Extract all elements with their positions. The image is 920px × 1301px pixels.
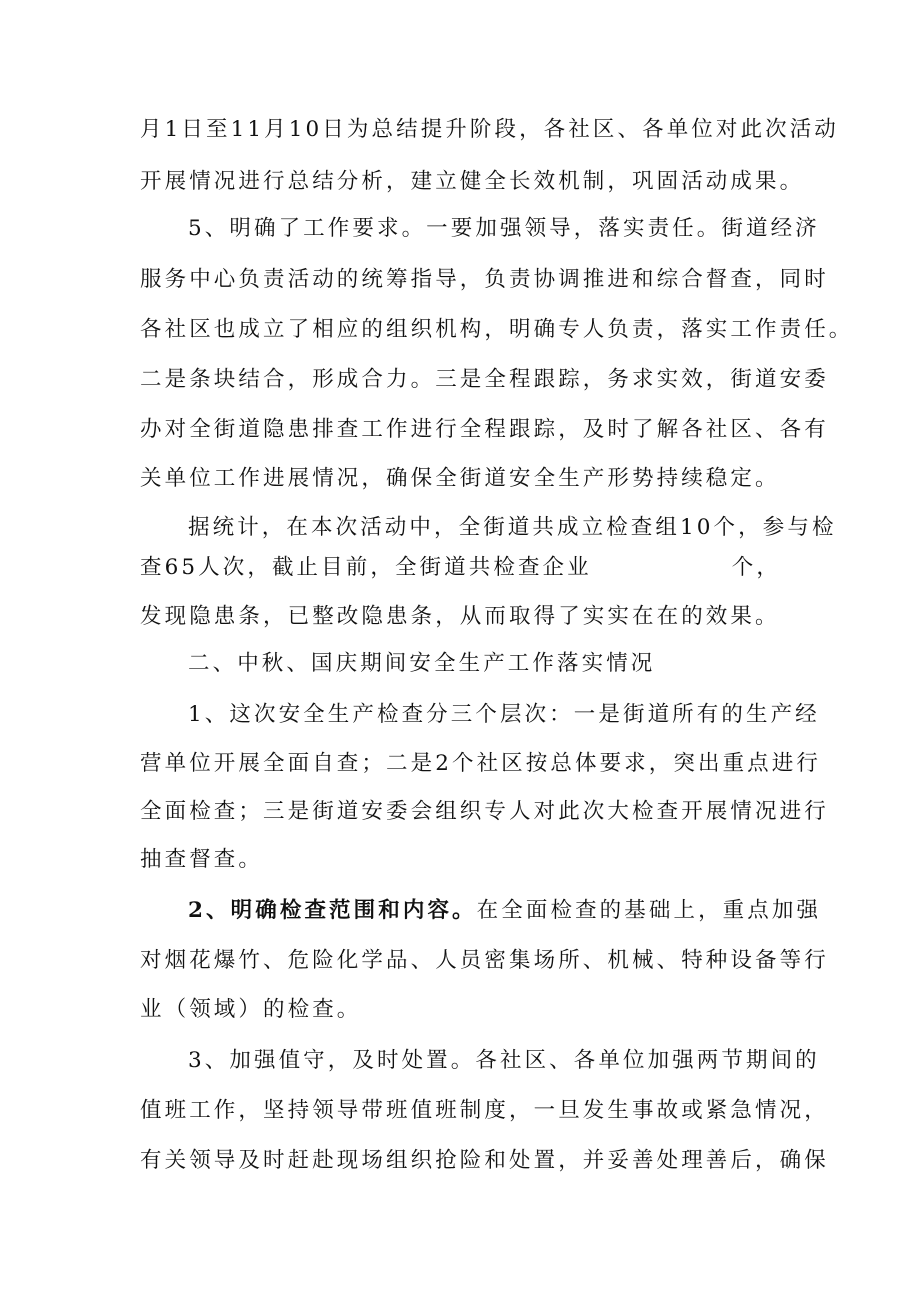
- text-line: 开展情况进行总结分析，建立健全长效机制，巩固活动成果。: [140, 169, 805, 194]
- text-line: 全面检查；三是街道安委会组织专人对此次大检查开展情况进行: [140, 799, 829, 824]
- text-line: 据统计，在本次活动中，全街道共成立检查组10个，参与检: [188, 515, 837, 540]
- text-line: 3、加强值守，及时处置。各社区、各单位加强两节期间的: [188, 1048, 820, 1073]
- text-line: 有关领导及时赶赴现场组织抢险和处置，并妥善处理善后，确保: [140, 1148, 829, 1173]
- text-line: [188, 893, 822, 929]
- bold-lead: 2、明确检查范围和内容。: [188, 898, 477, 923]
- text-line: 服务中心负责活动的统筹指导，负责协调推进和综合督查，同时: [140, 267, 829, 292]
- text-line: 对烟花爆竹、危险化学品、人员密集场所、机械、特种设备等行: [140, 948, 829, 973]
- text-line: 业（领域）的检查。: [140, 997, 362, 1022]
- text-line: 办对全街道隐患排查工作进行全程跟踪，及时了解各社区、各有: [140, 417, 829, 442]
- text-line: 5、明确了工作要求。一要加强领导，落实责任。街道经济: [188, 216, 820, 241]
- text-line: 关单位工作进展情况，确保全街道安全生产形势持续稳定。: [140, 466, 780, 491]
- text-line: [140, 550, 785, 586]
- text-line: 各社区也成立了相应的组织机构，明确专人负责，落实工作责任。: [140, 317, 854, 342]
- text-line: 1、这次安全生产检查分三个层次：一是街道所有的生产经: [188, 702, 820, 727]
- text-line: 发现隐患条，已整改隐患条，从而取得了实实在在的效果。: [140, 604, 780, 629]
- text-line: 值班工作，坚持领导带班值班制度，一旦发生事故或紧急情况，: [140, 1098, 829, 1123]
- text-segment: 个，: [731, 555, 781, 580]
- text-line: 营单位开展全面自查；二是2个社区按总体要求，突出重点进行: [140, 751, 821, 776]
- text-segment: 在全面检查的基础上，重点加强: [476, 898, 822, 923]
- section-heading: 二、中秋、国庆期间安全生产工作落实情况: [188, 651, 656, 676]
- text-line: 月1日至11月10日为总结提升阶段，各社区、各单位对此次活动: [140, 117, 839, 142]
- text-line: 二是条块结合，形成合力。三是全程跟踪，务求实效，街道安委: [140, 367, 829, 392]
- text-line: 抽查督查。: [140, 847, 264, 872]
- text-segment: 查65人次，截止目前，全街道共检查企业: [140, 555, 592, 580]
